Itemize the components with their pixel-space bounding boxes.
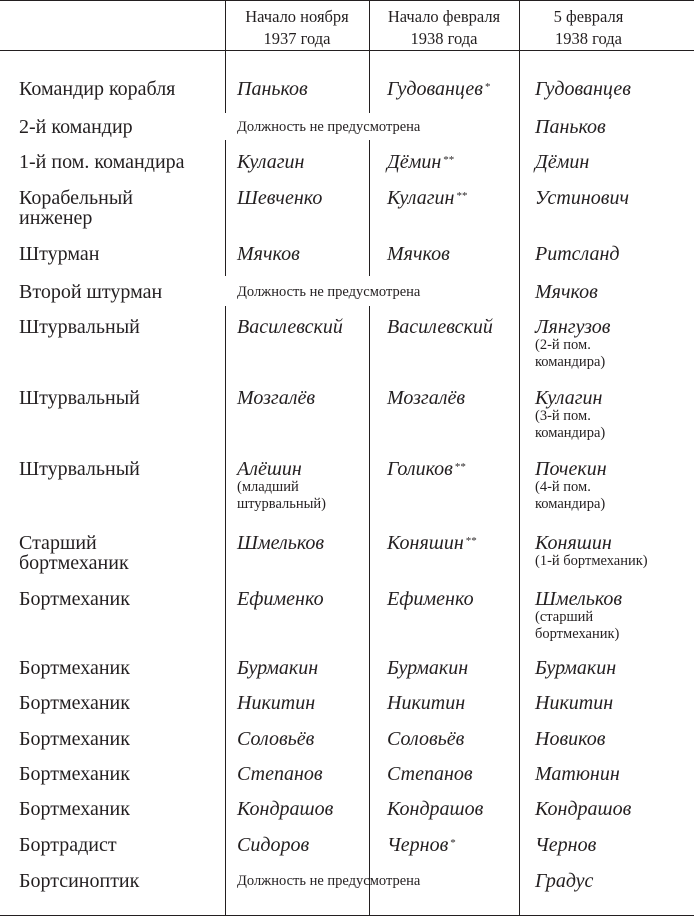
name-text: Соловьёв — [237, 728, 315, 750]
name-cell-feb5: Матюнин — [535, 763, 620, 785]
name-note: (3-й пом. командира) — [535, 408, 606, 441]
name-cell-feb5: Никитин — [535, 692, 614, 714]
name-cell-feb38 — [387, 388, 465, 408]
name-text: Бурмакин — [237, 657, 319, 679]
name-text: Ефименко — [237, 588, 324, 610]
footnote-mark: ** — [456, 190, 468, 202]
name-cell-nov37 — [237, 658, 318, 678]
name-cell-nov37 — [237, 764, 323, 784]
column-rule — [225, 140, 226, 276]
name-text: Василевский — [237, 316, 343, 338]
name-note: (2-й пом. командира) — [535, 337, 606, 370]
name-cell-feb5: Шмельков — [535, 588, 623, 610]
name-cell-feb5: Устинович — [535, 187, 629, 209]
name-note: (младший штурвальный) — [237, 479, 326, 512]
name-cell-feb5: Почекин — [535, 458, 607, 480]
name-cell-nov37 — [237, 799, 333, 819]
name-text: Шмельков — [237, 532, 325, 554]
header-col2 — [369, 6, 519, 50]
name-text: Кулагин — [387, 187, 455, 209]
not-provided-cell: Должность не предусмотрена — [237, 284, 421, 300]
name-note: (4-й пом. командира) — [535, 479, 606, 512]
role-cell: Бортсиноптик — [19, 870, 140, 892]
name-text: Кондрашов — [387, 798, 484, 820]
name-text: Никитин — [387, 692, 466, 714]
column-rule — [519, 0, 520, 915]
name-cell-feb5: Дёмин — [535, 151, 590, 173]
name-note: (старший бортмеханик) — [535, 609, 620, 642]
role-cell: Бортмеханик — [19, 588, 130, 610]
name-cell-feb38 — [387, 799, 483, 819]
role-cell: Бортрадист — [19, 834, 117, 856]
name-text: Голиков — [387, 458, 453, 480]
name-cell-feb38 — [387, 693, 465, 713]
footnote-mark: * — [484, 81, 491, 93]
name-cell-feb5: Чернов — [535, 834, 597, 856]
role-cell: Бортмеханик — [19, 728, 130, 750]
name-cell-feb38 — [387, 589, 474, 609]
header-col3 — [519, 6, 658, 50]
name-cell-feb5: Кулагин — [535, 387, 603, 409]
name-cell-feb5: Кондрашов — [535, 798, 632, 820]
role-cell: Старший бортмеханик — [19, 532, 129, 574]
name-text: Никитин — [237, 692, 316, 714]
header-col1 — [225, 6, 369, 50]
name-cell-nov37 — [237, 835, 309, 855]
footnote-mark: * — [450, 837, 456, 849]
role-cell: Штурвальный — [19, 458, 140, 480]
name-cell-nov37 — [237, 729, 314, 749]
name-text: Сидоров — [237, 834, 310, 856]
role-cell: Штурман — [19, 243, 100, 265]
role-cell: 2-й командир — [19, 116, 133, 138]
name-cell-nov37 — [237, 589, 324, 609]
name-text: Кондрашов — [237, 798, 334, 820]
name-cell-feb38 — [387, 317, 493, 337]
role-cell: Бортмеханик — [19, 798, 130, 820]
footnote-mark: ** — [465, 535, 477, 547]
role-cell: Штурвальный — [19, 316, 140, 338]
name-cell-feb38 — [387, 459, 466, 479]
name-text: Кулагин — [237, 151, 305, 173]
name-cell-nov37 — [237, 152, 304, 172]
name-cell-feb5: Бурмакин — [535, 657, 617, 679]
name-text: Бурмакин — [387, 657, 469, 679]
name-note: (1-й бортмеханик) — [535, 553, 648, 569]
name-text: Паньков — [237, 78, 308, 100]
name-text: Гудованцев — [387, 78, 483, 100]
name-cell-feb5: Гудованцев — [535, 78, 631, 100]
column-rule — [225, 306, 226, 915]
role-cell: Бортмеханик — [19, 763, 130, 785]
name-cell-feb38 — [387, 244, 450, 264]
name-cell-feb5: Градус — [535, 870, 594, 892]
role-cell: Второй штурман — [19, 281, 163, 303]
name-cell-feb5: Мячков — [535, 281, 598, 303]
name-text: Степанов — [387, 763, 473, 785]
role-cell: Бортмеханик — [19, 657, 130, 679]
name-cell-feb5: Коняшин — [535, 532, 612, 554]
name-cell-nov37 — [237, 533, 324, 553]
column-rule — [369, 140, 370, 276]
header-line: 1937 года — [263, 29, 331, 48]
name-cell-nov37 — [237, 244, 300, 264]
role-cell: 1-й пом. командира — [19, 151, 185, 173]
role-cell: Корабельный инженер — [19, 187, 133, 229]
name-cell-feb38 — [387, 764, 473, 784]
name-cell-nov37 — [237, 188, 322, 208]
header-line: Начало февраля — [387, 7, 501, 26]
name-text: Ефименко — [387, 588, 474, 610]
role-cell: Бортмеханик — [19, 692, 130, 714]
name-text: Дёмин — [387, 151, 442, 173]
header-line: 5 февраля — [553, 7, 624, 26]
name-cell-nov37 — [237, 79, 308, 99]
name-text: Соловьёв — [387, 728, 465, 750]
name-cell-feb5: Ритсланд — [535, 243, 620, 265]
name-cell-feb38 — [387, 729, 464, 749]
name-text: Чернов — [387, 834, 449, 856]
role-cell: Командир корабля — [19, 78, 176, 100]
bottom-rule — [0, 915, 694, 916]
name-cell-feb38 — [387, 152, 454, 172]
role-cell: Штурвальный — [19, 387, 140, 409]
footnote-mark: ** — [454, 461, 466, 473]
header-line: 1938 года — [555, 29, 622, 48]
name-cell-feb38 — [387, 835, 456, 855]
name-text: Мозгалёв — [387, 387, 465, 409]
name-text: Василевский — [387, 316, 493, 338]
name-cell-feb38 — [387, 188, 467, 208]
name-cell-nov37 — [237, 693, 315, 713]
name-cell-nov37 — [237, 317, 343, 337]
name-cell-feb5: Новиков — [535, 728, 606, 750]
name-text: Мячков — [237, 243, 300, 265]
name-cell-feb38 — [387, 658, 468, 678]
name-cell-feb38 — [387, 533, 477, 553]
name-cell-nov37 — [237, 388, 315, 408]
top-rule — [0, 0, 694, 1]
name-cell-feb38 — [387, 79, 490, 99]
not-provided-cell: Должность не предусмотрена — [237, 119, 421, 135]
header-rule — [0, 50, 694, 51]
name-text: Степанов — [237, 763, 323, 785]
footnote-mark: ** — [443, 154, 455, 166]
name-cell-nov37 — [237, 459, 302, 479]
header-line: Начало ноября — [245, 7, 349, 26]
name-cell-feb5: Лянгузов — [535, 316, 611, 338]
name-text: Алёшин — [237, 458, 302, 480]
header-line: 1938 года — [410, 29, 478, 48]
name-text: Мячков — [387, 243, 450, 265]
column-rule — [369, 306, 370, 915]
name-text: Шевченко — [237, 187, 323, 209]
not-provided-cell: Должность не предусмотрена — [237, 873, 421, 889]
name-cell-feb5: Паньков — [535, 116, 606, 138]
name-text: Коняшин — [387, 532, 464, 554]
name-text: Мозгалёв — [237, 387, 315, 409]
